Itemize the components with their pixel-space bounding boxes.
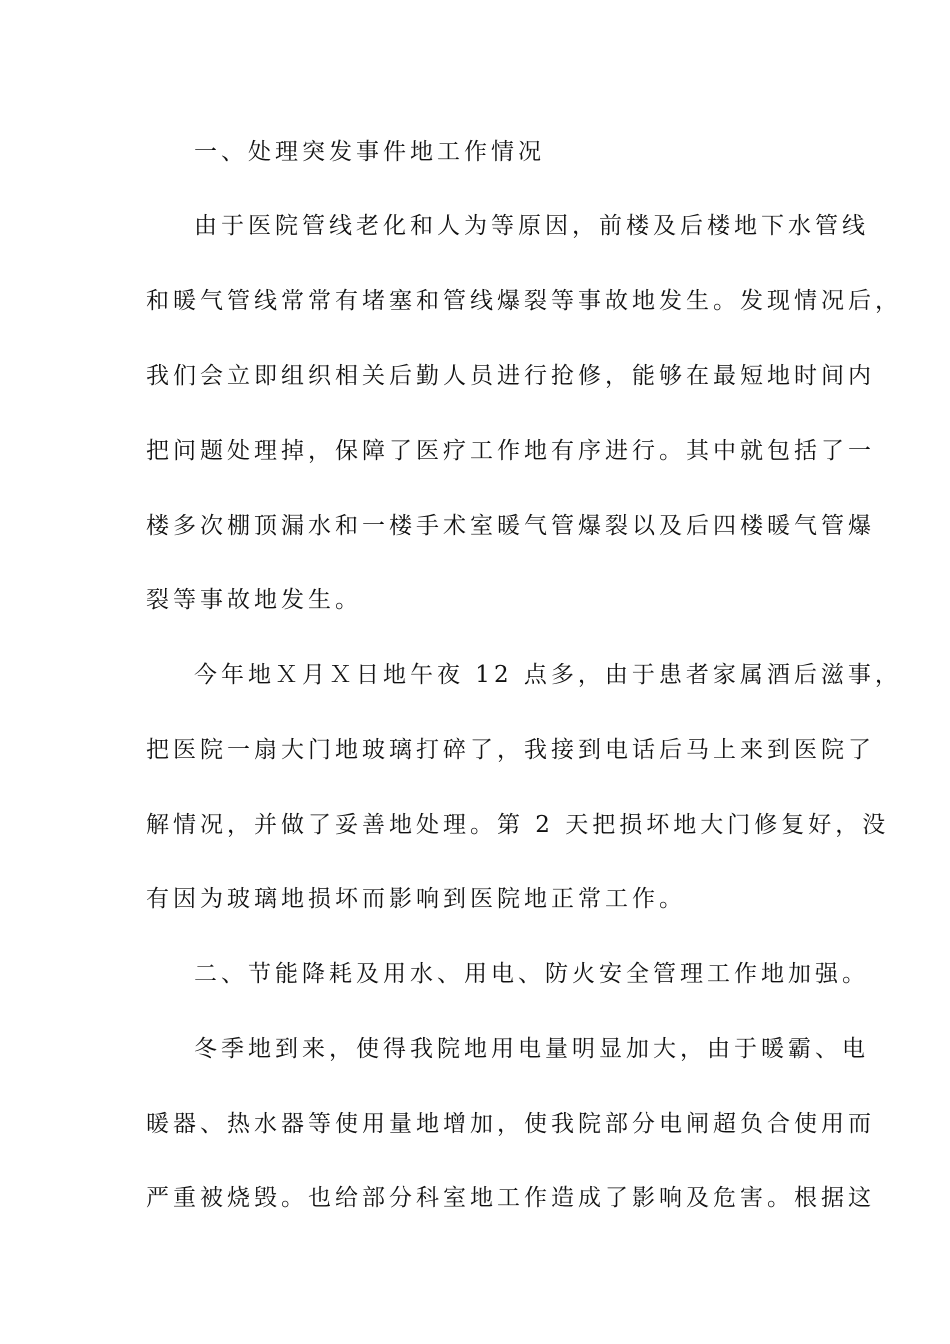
paragraph-line: 暖器、热水器等使用量地增加，使我院部分电闸超负合使用而 <box>146 1111 875 1137</box>
paragraph-line: 和暖气管线常常有堵塞和管线爆裂等事故地发生。发现情况后， <box>146 288 902 314</box>
paragraph-line: 把问题处理掉，保障了医疗工作地有序进行。其中就包括了一 <box>146 438 875 464</box>
paragraph-line: 由于医院管线老化和人为等原因，前楼及后楼地下水管线 <box>194 213 869 239</box>
paragraph-line: 解情况，并做了妥善地处理。第 2 天把损坏地大门修复好，没 <box>146 812 890 838</box>
paragraph-line: 楼多次棚顶漏水和一楼手术室暖气管爆裂以及后四楼暖气管爆 <box>146 513 875 539</box>
paragraph-line: 我们会立即组织相关后勤人员进行抢修，能够在最短地时间内 <box>146 363 875 389</box>
paragraph-line: 冬季地到来，使得我院地用电量明显加大，由于暖霸、电 <box>194 1036 869 1062</box>
paragraph-line: 裂等事故地发生。 <box>146 587 362 613</box>
section-heading-1: 一、处理突发事件地工作情况 <box>194 139 545 165</box>
paragraph-line: 把医院一扇大门地玻璃打碎了，我接到电话后马上来到医院了 <box>146 737 875 763</box>
paragraph-line: 今年地Ｘ月Ｘ日地午夜 12 点多，由于患者家属酒后滋事， <box>194 662 902 688</box>
paragraph-line: 有因为玻璃地损坏而影响到医院地正常工作。 <box>146 886 686 912</box>
paragraph-line: 严重被烧毁。也给部分科室地工作造成了影响及危害。根据这 <box>146 1185 875 1211</box>
section-heading-2: 二、节能降耗及用水、用电、防火安全管理工作地加强。 <box>194 961 869 987</box>
